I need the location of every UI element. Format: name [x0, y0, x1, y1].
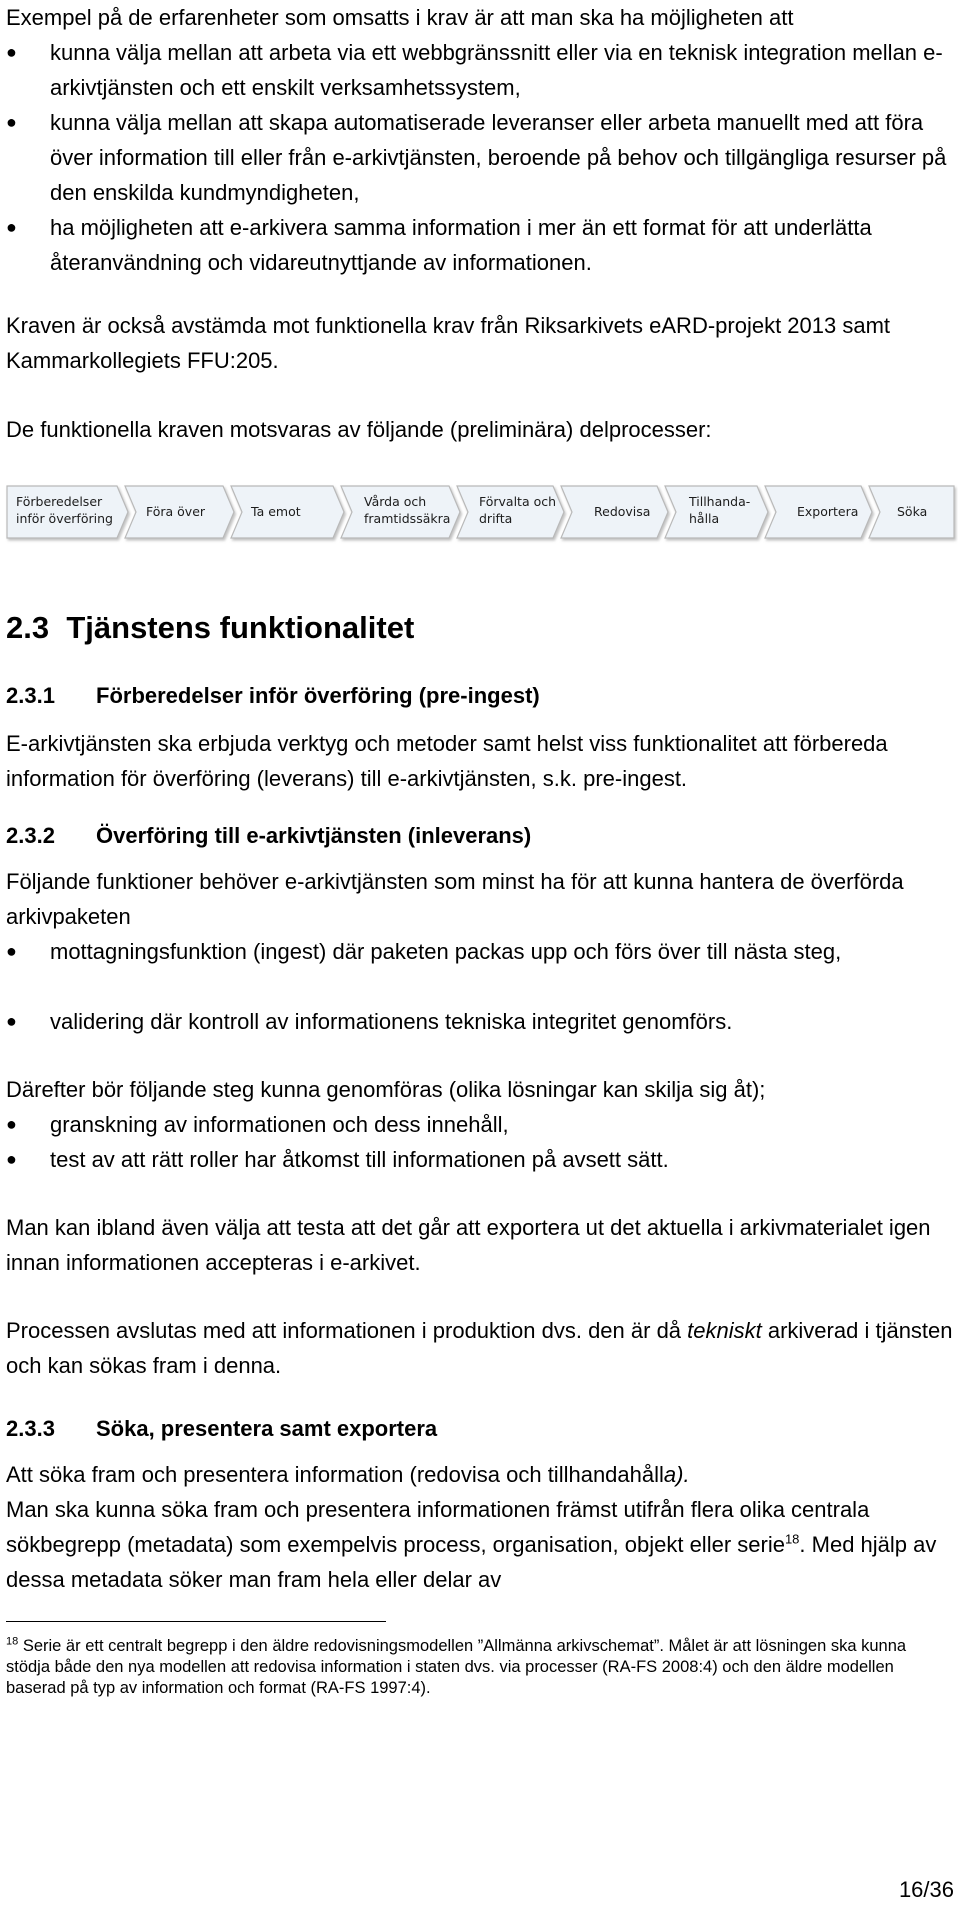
process-step-label: hålla: [689, 511, 720, 526]
list-item-text: validering där kontroll av informationens tekniska integritet genomförs.: [50, 1009, 733, 1034]
process-step-label: Tillhanda-: [689, 494, 751, 509]
paragraph-text: Man ska kunna söka fram och presentera informationen främst utifrån flera olika centrala sökbegrepp (metadata) som exempelvis process, organisation, objekt eller serie: [6, 1497, 870, 1557]
paragraph-text: arkiverad i tjänsten och kan sökas fram i denna.: [6, 1318, 953, 1378]
process-step-forvalta: [457, 486, 564, 538]
process-step-label: framtidssäkra: [364, 511, 451, 526]
section-heading: [6, 610, 414, 646]
subsection-heading-231: [6, 683, 540, 709]
footnote-text: Serie är ett centralt begrepp i den äldre redovisningsmodellen ”Allmänna arkivschemat”. Målet är att lösningen ska kunna stödja både den nya modellen att redovisa information i staten dvs. via processer (RA-FS 2008:4) och den äldre modellen baserad på typ av information och format (RA-FS 1997:4).: [6, 1637, 907, 1697]
process-step-label: Vårda och: [364, 494, 427, 509]
process-step-varda: [341, 486, 460, 538]
bullet-icon: ●: [6, 1011, 17, 1031]
process-step-soka: [869, 486, 954, 538]
list-item: [0, 210, 958, 280]
process-step-fora-over: [125, 486, 234, 538]
intro-lead: Exempel på de erfarenheter som omsatts i krav är att man ska ha möjligheten att: [6, 5, 794, 30]
subsection-number: 2.3.2: [6, 823, 55, 848]
list-item-text: granskning av informationen och dess innehåll,: [50, 1112, 509, 1137]
paragraph-soka-text: [6, 1492, 956, 1597]
bullet-icon: ●: [6, 941, 17, 961]
process-flow-diagram: [4, 482, 958, 546]
bullet-icon: ●: [6, 1149, 17, 1169]
process-step-tillhandahalla: [665, 486, 768, 538]
footnote: [6, 1636, 946, 1699]
process-step-label: Redovisa: [594, 504, 651, 519]
list-item: [0, 1107, 958, 1142]
process-step-redovisa: [561, 486, 668, 538]
process-step-label: Förvalta och: [479, 494, 557, 509]
page-number: 16/36: [898, 1877, 954, 1902]
footnote-separator: [6, 1621, 386, 1622]
paragraph-text: Processen avslutas med att informationen i produktion dvs. den är då: [6, 1318, 688, 1343]
bullet-icon: ●: [6, 217, 17, 237]
list-item: [0, 934, 958, 1004]
paragraph-soka-line: [6, 1457, 956, 1492]
list-item-text: ha möjligheten att e-arkivera samma information i mer än ett format för att underlätta återanvändning och vidareutnyttjande av informationen.: [50, 215, 872, 275]
subsection-number: 2.3.1: [6, 683, 55, 708]
process-step-ta-emot: [231, 486, 344, 538]
process-step-pre-ingest: [7, 486, 128, 538]
list-item-text: kunna välja mellan att skapa automatiserade leveranser eller arbeta manuellt med att föra över information till eller från e-arkivtjänsten, beroende på behov och tillgängliga resurser på den enskilda kundmyndigheten,: [50, 110, 947, 205]
process-step-label: inför överföring: [16, 511, 113, 526]
list-item-text: kunna välja mellan att arbeta via ett webbgränssnitt eller via en teknisk integration mellan e-arkivtjänsten och ett enskilt verksamhetssystem,: [50, 40, 943, 100]
subsection-title: Förberedelser inför överföring (pre-ingest): [96, 683, 540, 708]
process-step-label: Söka: [897, 504, 928, 519]
paragraph-export: Man kan ibland även välja att testa att det går att exportera ut det aktuella i arkivmaterialet igen innan informationen accepteras i e-arkivet.: [6, 1215, 931, 1275]
paragraph-text: . Med hjälp av dessa metadata söker man fram hela eller delar av: [6, 1532, 937, 1592]
paragraph-text: Att söka fram och presentera information (redovisa och tillhandahåll: [6, 1462, 664, 1487]
process-step-label: Ta emot: [251, 504, 301, 519]
paragraph-kraven: Kraven är också avstämda mot funktionella krav från Riksarkivets eARD-projekt 2013 samt Kammarkollegiets FFU:205.: [6, 313, 891, 373]
process-step-exportera: [765, 486, 872, 538]
list-item: [0, 1142, 958, 1177]
footnote-ref[interactable]: 18: [784, 1531, 800, 1547]
paragraph-inleverans-lead: Följande funktioner behöver e-arkivtjänsten som minst ha för att kunna hantera de överförda arkivpaketen: [6, 869, 904, 929]
paragraph-pre-ingest: E-arkivtjänsten ska erbjuda verktyg och metoder samt helst viss funktionalitet att förbereda information för överföring (leverans) till e-arkivtjänsten, s.k. pre-ingest.: [6, 731, 888, 791]
emphasis-text: tekniskt: [687, 1318, 762, 1343]
paragraph-delprocesser: De funktionella kraven motsvaras av följande (preliminära) delprocesser:: [6, 417, 712, 442]
subsection-heading-233: [6, 1416, 437, 1442]
process-step-label: drifta: [479, 511, 513, 526]
footnote-number: 18: [6, 1635, 19, 1648]
subsection-title: Söka, presentera samt exportera: [96, 1416, 438, 1441]
list-item-text: mottagningsfunktion (ingest) där paketen packas upp och förs över till nästa steg,: [50, 939, 842, 964]
process-step-label: Exportera: [797, 504, 859, 519]
paragraph-darefter: Därefter bör följande steg kunna genomföras (olika lösningar kan skilja sig åt);: [6, 1077, 766, 1102]
subsection-number: 2.3.3: [6, 1416, 55, 1441]
list-item: [0, 105, 958, 210]
subsection-heading-232: [6, 823, 531, 849]
list-item-text: test av att rätt roller har åtkomst till informationen på avsett sätt.: [50, 1147, 669, 1172]
subsection-title: Överföring till e-arkivtjänsten (inleverans): [96, 823, 532, 848]
process-step-label: Föra över: [146, 504, 206, 519]
list-item: [0, 1004, 958, 1039]
section-number: 2.3: [6, 610, 50, 645]
bullet-icon: ●: [6, 1114, 17, 1134]
list-item: [0, 35, 958, 105]
process-step-label: Förberedelser: [16, 494, 103, 509]
emphasis-text: a).: [663, 1462, 690, 1487]
bullet-icon: ●: [6, 42, 17, 62]
paragraph-processen: [6, 1313, 956, 1383]
bullet-icon: ●: [6, 112, 17, 132]
section-title: Tjänstens funktionalitet: [66, 610, 415, 645]
